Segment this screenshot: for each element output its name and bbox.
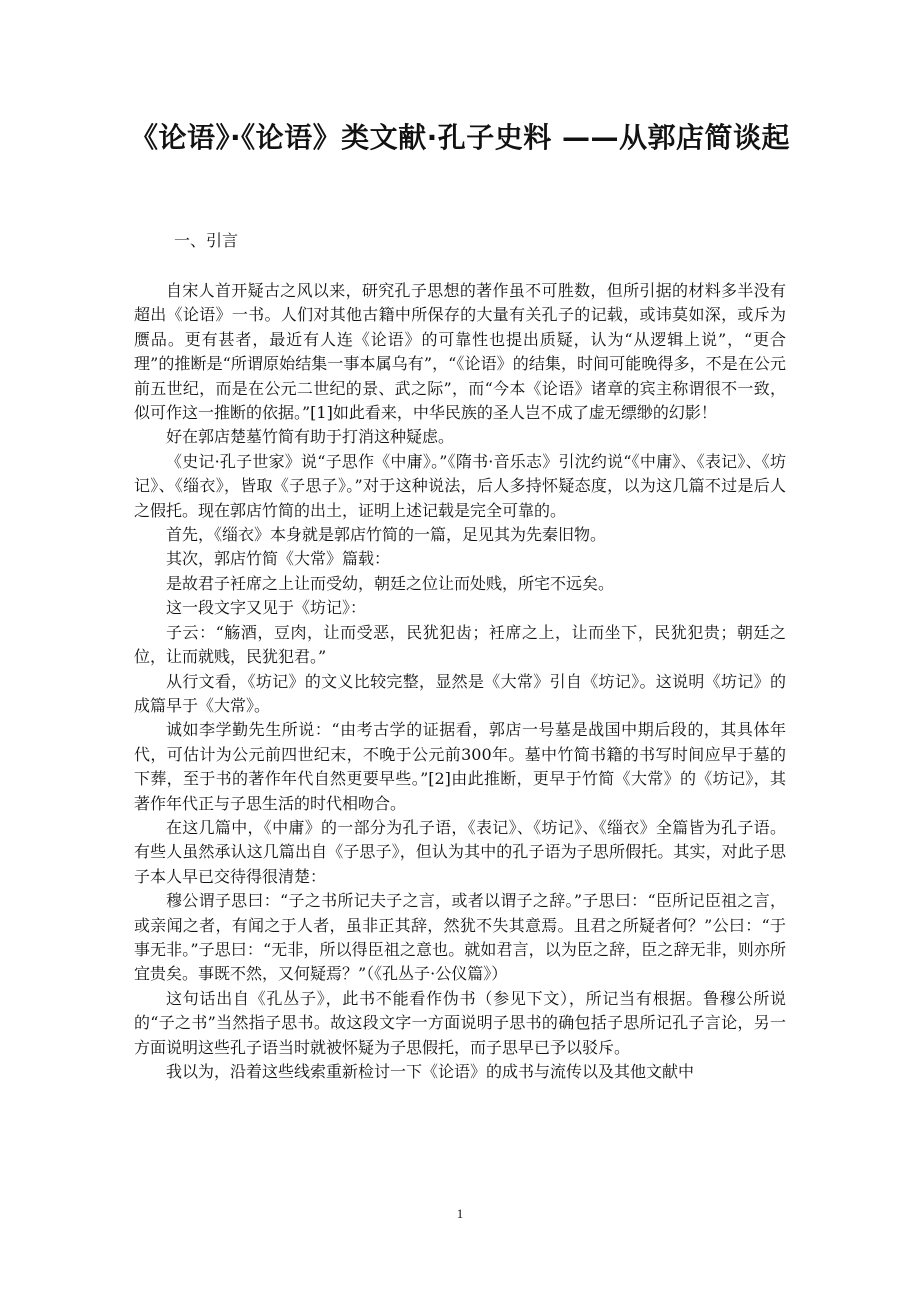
paragraph: 自宋人首开疑古之风以来，研究孔子思想的著作虽不可胜数，但所引据的材料多半没有超出《论语》一书。人们对其他古籍中所保存的大量有关孔子的记载，或讳莫如深，或斥为赝品。更有甚者，最近有人连《论语》的可靠性也提出质疑，认为“从逻辑上说”，“更合理”的推断是“所谓原始结集一事本属乌有”，“《论语》的结集，时间可能晚得多，不是在公元前五世纪，而是在公元二世纪的景、武之际”，而“今本《论语》诸章的宾主称谓很不一致，似可作这一推断的依据。”[1]如此看来，中华民族的圣人岂不成了虚无缥缈的幻影！: [134, 281, 786, 423]
document-title: 《论语》·《论语》类文献·孔子史料 ——从郭店简谈起: [129, 121, 791, 154]
paragraph: 穆公谓子思曰：“子之书所记夫子之言，或者以谓子之辞。”子思曰：“臣所记臣祖之言，或亲闻之者，有闻之于人者，虽非正其辞，然犹不失其意焉。且君之所疑者何？”公曰：“于事无非。”子思曰：“无非，所以得臣祖之意也。就如君言，以为臣之辞，臣之辞无非，则亦所宜贵矣。事既不然，又何疑焉？”（《孔丛子·公仪篇》）: [134, 891, 786, 984]
document-body: [134, 279, 786, 1084]
paragraph: 这一段文字又见于《坊记》：: [166, 598, 367, 618]
paragraph: 好在郭店楚墓竹简有助于打消这种疑虑。: [166, 427, 455, 447]
page-number: 1: [456, 1206, 464, 1221]
paragraph: 首先，《缁衣》本身就是郭店竹简的一篇，足见其为先秦旧物。: [166, 525, 607, 545]
paragraph: 我以为，沿着这些线索重新检讨一下《论语》的成书与流传以及其他文献中: [166, 1062, 695, 1081]
paragraph: 在这几篇中，《中庸》的一部分为孔子语，《表记》、《坊记》、《缁衣》全篇皆为孔子语。有些人虽然承认这几篇出自《子思子》，但认为其中的孔子语为子思所假托。其实，对此子思子本人早已交待得很清楚：: [134, 817, 786, 886]
paragraph: 《史记·孔子世家》说“子思作《中庸》。”《隋书·音乐志》引沈约说“《中庸》、《表记》、《坊记》、《缁衣》，皆取《子思子》。”对于这种说法，后人多持怀疑态度，以为这几篇不过是后人之假托。现在郭店竹简的出土，证明上述记载是完全可靠的。: [134, 451, 786, 520]
paragraph: 子云：“觞酒，豆肉，让而受恶，民犹犯齿；衽席之上，让而坐下，民犹犯贵；朝廷之位，让而就贱，民犹犯君。”: [134, 622, 786, 667]
paragraph: 诚如李学勤先生所说：“由考古学的证据看，郭店一号墓是战国中期后段的，其具体年代，可估计为公元前四世纪末，不晚于公元前300年。墓中竹简书籍的书写时间应早于墓的下葬，至于书的著作年代自然更要早些。”[2]由此推断，更早于竹简《大常》的《坊记》，其著作年代正与子思生活的时代相吻合。: [134, 720, 786, 813]
paragraph: 这句话出自《孔丛子》，此书不能看作伪书（参见下文），所记当有根据。鲁穆公所说的“子之书”当然指子思书。故这段文字一方面说明子思书的确包括子思所记孔子言论，另一方面说明这些孔子语当时就被怀疑为子思假托，而子思早已予以驳斥。: [134, 988, 786, 1057]
paragraph: 是故君子衽席之上让而受幼，朝廷之位让而处贱，所宅不远矣。: [166, 573, 615, 593]
paragraph: 从行文看，《坊记》的文义比较完整，显然是《大常》引自《坊记》。这说明《坊记》的成篇早于《大常》。: [134, 671, 786, 715]
section-heading: 一、引言: [174, 231, 239, 250]
paragraph: 其次，郭店竹简《大常》篇载：: [166, 549, 391, 569]
